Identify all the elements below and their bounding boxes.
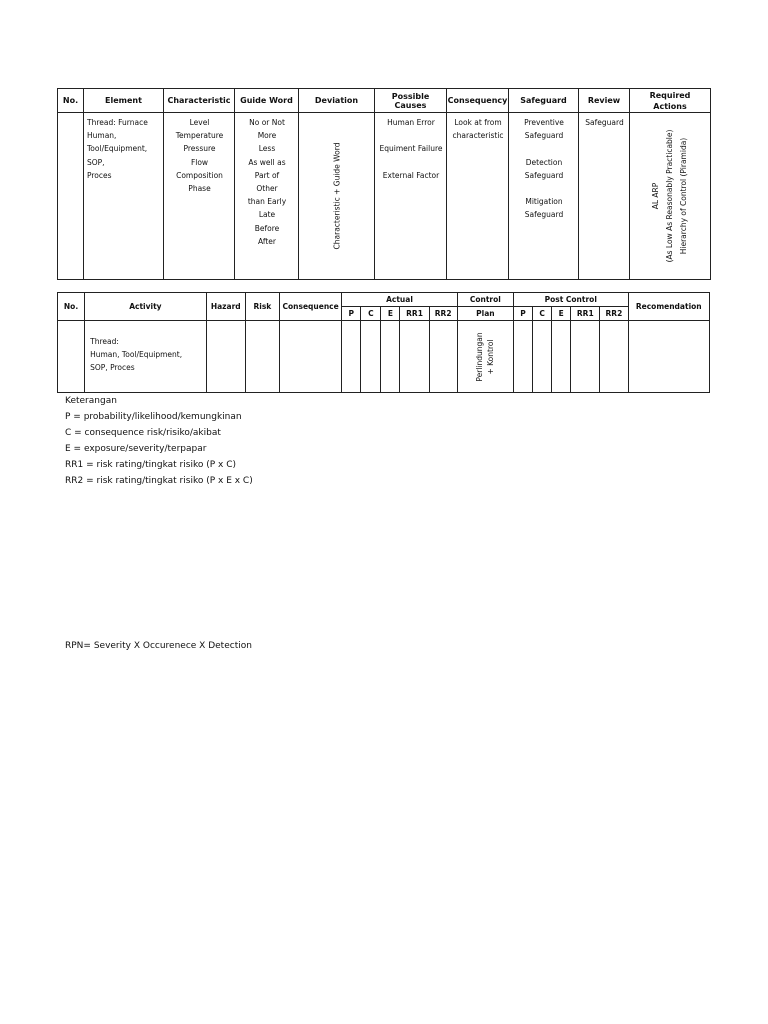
cell-guide-word [235,113,299,280]
header-guide-word: Guide Word [235,89,299,113]
review-text: Safeguard [585,118,624,127]
hira-header-risk: Risk [245,293,279,321]
header-no: No. [58,89,84,113]
legend-notes [65,393,265,489]
hazop-header-row [58,89,711,113]
cell-consequency [447,113,509,280]
header-required-actions [630,89,711,113]
guide-word-line: Before [254,223,280,233]
cell-review [579,113,630,280]
deviation-text: Characteristic + Guide Word [332,142,341,250]
guide-word-line: Late [258,210,276,220]
required-actions-line: AL ARP [651,182,660,210]
required-actions-line: Hierarchy of Control (Piramida) [679,137,688,255]
rpn-formula: RPN= Severity X Occurenece X Detection [65,641,252,651]
hira-cell-actual-e [381,321,400,393]
hira-header-post-control: Post Control [513,293,628,307]
header-characteristic: Characteristic [164,89,235,113]
guide-word-line: Other [256,184,278,194]
safeguard-list [509,113,578,222]
cell-no [58,113,84,280]
element-line: Tool/Equipment, [87,144,148,154]
safeguard-line: Safeguard [524,210,564,220]
notes-title: Keterangan [65,396,117,406]
element-line: Proces [87,170,112,180]
hira-cell-consequence [279,321,341,393]
hira-header-control-plan-1: Control [457,293,513,307]
hira-header-row-1 [58,293,710,307]
possible-causes-list [375,113,446,182]
cell-safeguard [509,113,579,280]
hira-cell-actual-c [361,321,381,393]
element-line: Human, [87,131,117,141]
actual-p: P [342,307,361,321]
post-c: C [533,307,552,321]
deviation-wrap [299,113,374,279]
characteristic-line: Flow [190,157,209,167]
possible-cause-line [378,129,444,142]
characteristic-line: Composition [176,170,223,180]
note-e: E = exposure/severity/terpapar [65,444,207,454]
hira-cell-actual-rr1 [400,321,429,393]
hira-cell-hazard [206,321,245,393]
required-actions-line: (As Low As Reasonably Practicable) [665,129,674,263]
characteristic-line: Temperature [175,131,224,141]
cell-possible-causes [375,113,447,280]
activity-line: Human, Tool/Equipment, [90,350,183,360]
possible-cause-line: Human Error [387,118,435,127]
hira-cell-post-rr1 [571,321,600,393]
hira-cell-post-e [552,321,571,393]
safeguard-line [512,142,576,155]
note-rr1: RR1 = risk rating/tingkat risiko (P x C) [65,460,236,470]
actual-e: E [381,307,400,321]
cell-characteristic [164,113,235,280]
hira-cell-risk [245,321,279,393]
consequency-list [447,113,508,142]
control-plan-line: Perlindungan [475,331,485,382]
control-plan-wrap [458,321,513,392]
element-line: SOP, [87,157,105,167]
hazop-table [57,88,711,280]
guide-word-line: than Early [247,197,287,207]
hira-cell-post-c [533,321,552,393]
header-possible-causes: Possible Causes [375,89,447,113]
header-required-actions-line2: Actions [653,101,687,111]
safeguard-line: Safeguard [524,170,564,180]
guide-word-line: More [257,131,277,141]
control-plan-text [474,332,496,381]
possible-cause-line: External Factor [382,170,440,180]
hira-cell-recomendation [628,321,709,393]
possible-cause-line: Equiment Failure [379,144,443,154]
characteristic-line: Level [189,118,210,127]
hira-cell-control-plan [457,321,513,393]
characteristic-line: Pressure [183,144,216,154]
post-rr2: RR2 [600,307,628,321]
hira-header-recomendation: Recomendation [628,293,709,321]
characteristic-line: Phase [188,184,211,194]
hira-header-hazard: Hazard [206,293,245,321]
note-rr2: RR2 = risk rating/tingkat risiko (P x E x C) [65,476,253,486]
header-safeguard: Safeguard [509,89,579,113]
guide-word-line: After [257,236,276,246]
guide-word-line: Part of [254,170,280,180]
activity-line: Thread: [90,337,119,346]
guide-word-line: As well as [248,157,286,167]
actual-c: C [361,307,381,321]
hazop-row [58,113,711,280]
note-p: P = probability/likelihood/kemungkinan [65,412,242,422]
possible-cause-line [378,156,444,169]
hira-header-activity: Activity [85,293,207,321]
hira-header-actual: Actual [342,293,457,307]
header-required-actions-line1: Required [649,90,691,100]
characteristic-list [164,113,234,195]
post-rr1: RR1 [571,307,600,321]
consequency-line: Look at from [454,118,502,127]
guide-word-line: Less [258,144,276,154]
element-line: Thread: Furnace [87,118,148,127]
required-actions-wrap [630,113,710,279]
activity-line: SOP, Proces [90,363,135,373]
guide-word-line: No or Not [249,118,285,127]
post-p: P [513,307,532,321]
safeguard-line [512,182,576,195]
hira-cell-post-rr2 [600,321,628,393]
note-c: C = consequence risk/risiko/akibat [65,428,221,438]
header-consequency: Consequency [447,89,509,113]
header-element: Element [84,89,164,113]
guide-word-list [235,113,298,248]
required-actions-text [649,130,691,263]
hira-header-consequence: Consequence [279,293,341,321]
actual-rr1: RR1 [400,307,429,321]
hira-row [58,321,710,393]
hira-cell-no [58,321,85,393]
cell-deviation [299,113,375,280]
post-e: E [552,307,571,321]
safeguard-line: Detection [525,157,563,167]
consequency-line: characteristic [452,131,504,141]
safeguard-line: Mitigation [525,197,563,207]
cell-required-actions [630,113,711,280]
activity-list [85,321,206,375]
hira-cell-actual-rr2 [429,321,457,393]
hira-header-control-plan-2: Plan [457,307,513,321]
hira-header-no: No. [58,293,85,321]
header-review: Review [579,89,630,113]
hira-table [57,292,710,393]
safeguard-line: Preventive [524,118,564,127]
cell-element [84,113,164,280]
hira-cell-post-p [513,321,532,393]
header-deviation: Deviation [299,89,375,113]
control-plan-line: + Kontrol [486,338,496,375]
hira-cell-activity [85,321,207,393]
safeguard-line: Safeguard [524,131,564,141]
hira-cell-actual-p [342,321,361,393]
element-list [84,113,163,182]
actual-rr2: RR2 [429,307,457,321]
